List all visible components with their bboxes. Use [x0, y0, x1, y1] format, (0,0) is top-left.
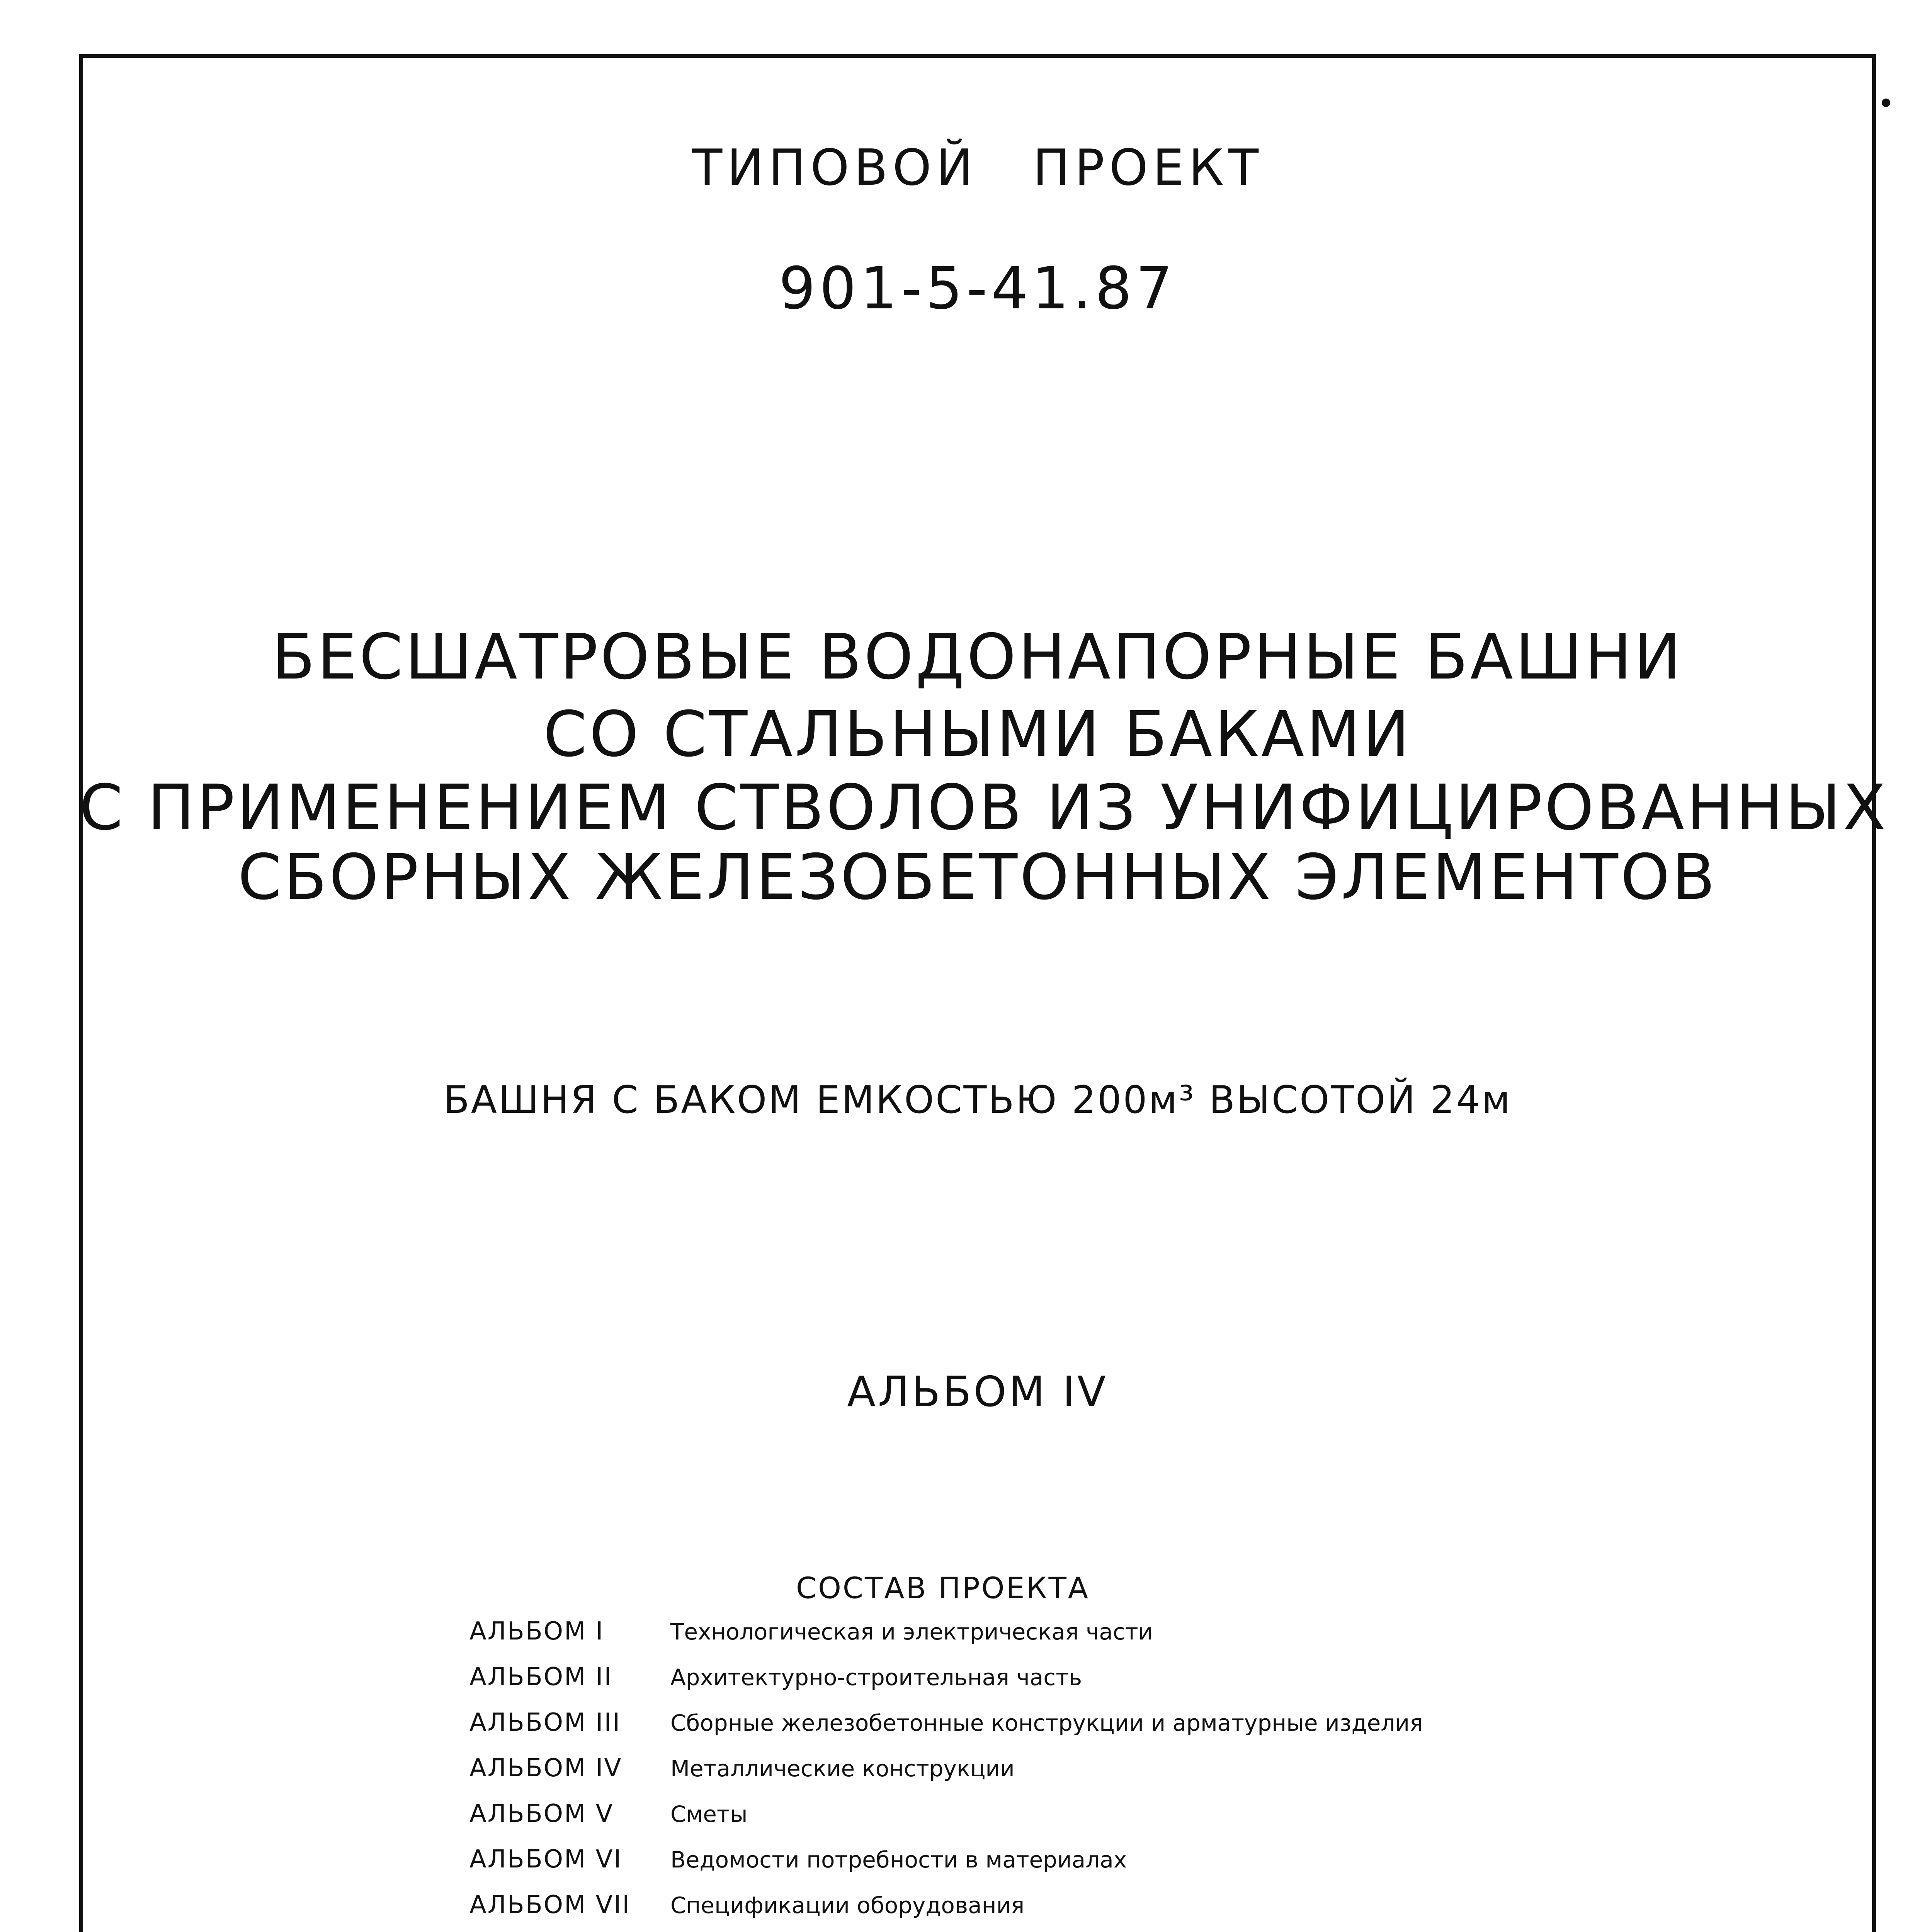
composition-album: АЛЬБОМ V: [469, 1799, 614, 1828]
composition-description: Сметы: [670, 1801, 748, 1827]
title-line-4: СБОРНЫХ ЖЕЛЕЗОБЕТОННЫХ ЭЛЕМЕНТОВ: [238, 841, 1718, 914]
composition-description: Металлические конструкции: [670, 1755, 1015, 1782]
composition-description: Сборные железобетонные конструкции и арматурные изделия: [670, 1710, 1423, 1736]
composition-album: АЛЬБОМ VII: [469, 1891, 631, 1919]
tower-subtitle: БАШНЯ С БАКОМ ЕМКОСТЬЮ 200м³ ВЫСОТОЙ 24м: [443, 1078, 1512, 1122]
composition-album: АЛЬБОМ III: [469, 1708, 621, 1737]
drawing-frame: [79, 54, 1888, 1932]
composition-album: АЛЬБОМ I: [469, 1617, 604, 1646]
composition-description: Спецификации оборудования: [670, 1892, 1025, 1918]
composition-heading: СОСТАВ ПРОЕКТА: [796, 1571, 1090, 1605]
composition-album: АЛЬБОМ II: [469, 1663, 613, 1691]
composition-description: Технологическая и электрическая части: [670, 1619, 1153, 1645]
title-line-3: С ПРИМЕНЕНИЕМ СТВОЛОВ ИЗ УНИФИЦИРОВАННЫХ: [79, 772, 1888, 844]
composition-album: АЛЬБОМ VI: [469, 1845, 622, 1874]
composition-description: Архитектурно-строительная часть: [670, 1664, 1082, 1690]
title-line-1: БЕСШАТРОВЫЕ ВОДОНАПОРНЫЕ БАШНИ: [272, 621, 1683, 694]
composition-description: Ведомости потребности в материалах: [670, 1847, 1127, 1873]
project-type-label: ТИПОВОЙ ПРОЕКТ: [692, 139, 1264, 197]
edge-mark: [1882, 99, 1890, 107]
composition-album: АЛЬБОМ IV: [469, 1754, 622, 1782]
project-code: 901-5-41.87: [779, 255, 1177, 322]
title-line-2: СО СТАЛЬНЫМИ БАКАМИ: [543, 698, 1412, 771]
album-label: АЛЬБОМ IV: [847, 1368, 1108, 1416]
